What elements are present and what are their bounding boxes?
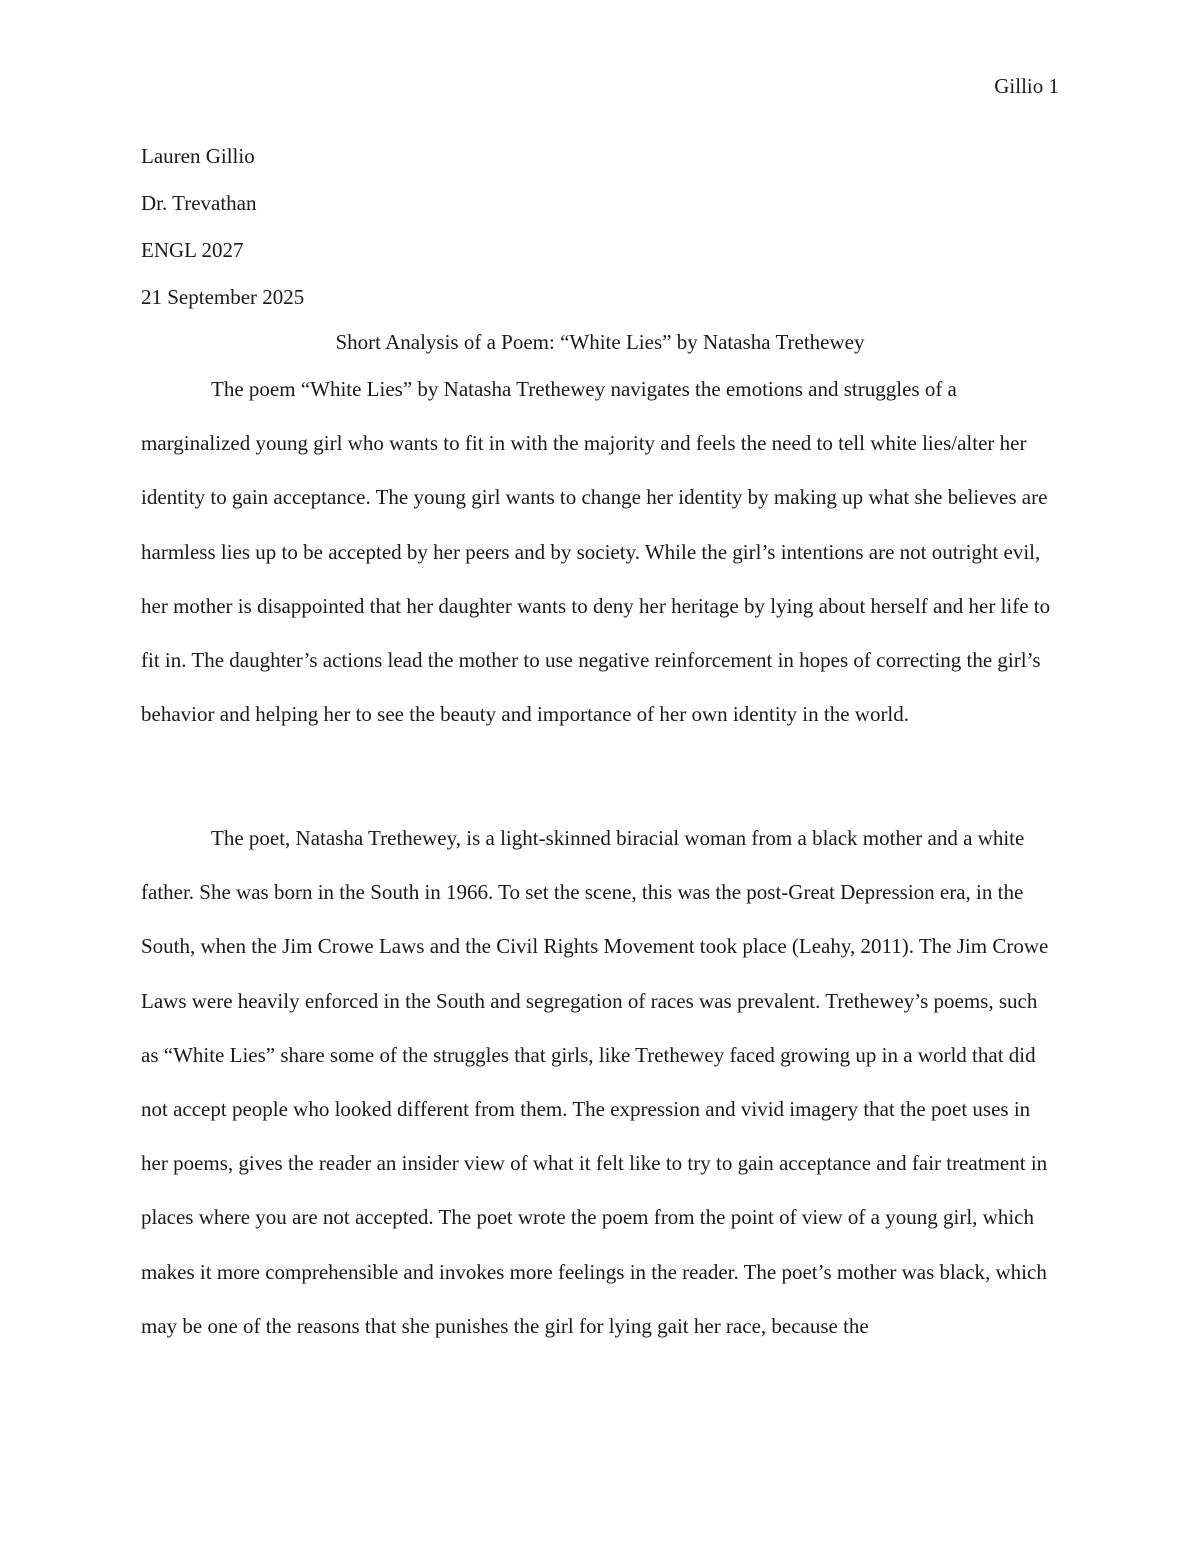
instructor-name: Dr. Trevathan <box>141 191 257 215</box>
paper-title: Short Analysis of a Poem: “White Lies” by Natasha Trethewey <box>335 330 865 354</box>
body-paragraph: The poet, Natasha Trethewey, is a light-skinned biracial woman from a black mother and a white father. She was born in the South in 1966. To set the scene, this was the post-Great Depression era, in the South, when the Jim Crowe Laws and the Civil Rights Movement took place (Leahy, 2011). The Jim Crowe Laws were heavily enforced in the South and segregation of races was prevalent. Trethewey’s poems, such as “White Lies” share some of the struggles that girls, like Trethewey faced growing up in a world that did not accept people who looked different from them. The expression and vivid imagery that the poet uses in her poems, gives the reader an insider view of what it felt like to try to gain acceptance and fair treatment in places where you are not accepted. The poet wrote the poem from the point of view of a young girl, which makes it more comprehensible and invokes more feelings in the reader. The poet’s mother was black, which may be one of the reasons that she punishes the girl for lying gait her race, because the <box>141 826 1049 1338</box>
course-code: ENGL 2027 <box>141 238 244 262</box>
author-name: Lauren Gillio <box>141 144 255 168</box>
submission-date: 21 September 2025 <box>141 285 305 309</box>
heading-block <box>141 142 1061 330</box>
running-header: Gillio 1 <box>994 74 1059 98</box>
body-paragraph: The poem “White Lies” by Natasha Trethewey navigates the emotions and struggles of a marginalized young girl who wants to fit in with the majority and feels the need to tell white lies/alter her identity to gain acceptance. The young girl wants to change her identity by making up what she believes are harmless lies up to be accepted by her peers and by society. While the girl’s intentions are not outright evil, her mother is disappointed that her daughter wants to deny her heritage by lying about herself and her life to fit in. The daughter’s actions lead the mother to use negative reinforcement in hopes of correcting the girl’s behavior and helping her to see the beauty and importance of her own identity in the world. <box>141 377 1051 727</box>
